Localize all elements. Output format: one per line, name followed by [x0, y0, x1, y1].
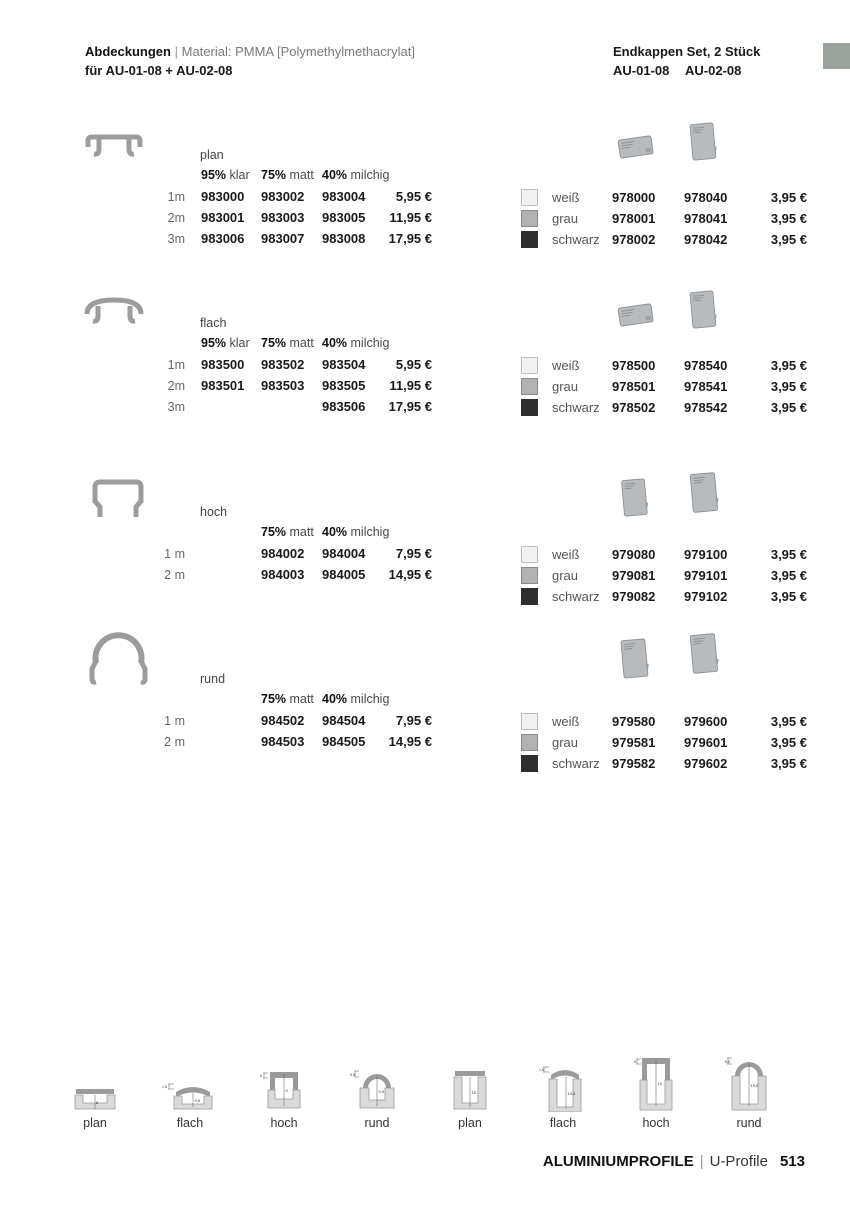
article-number: 979600	[684, 713, 728, 729]
profile-cross-section-icon-flach	[83, 292, 145, 328]
price: 3,95 €	[770, 210, 807, 226]
article-number: 983504	[322, 357, 366, 372]
article-number: 983000	[201, 189, 245, 204]
color-swatch-schwarz	[521, 399, 538, 416]
color-name: schwarz	[552, 399, 600, 415]
dimension-label: 19,5	[750, 1083, 759, 1088]
article-number: 984502	[261, 713, 305, 728]
endcap-row	[521, 588, 807, 604]
price: 3,95 €	[770, 734, 807, 750]
article-number: 984004	[322, 546, 366, 561]
endcap-row	[521, 399, 807, 415]
dimension-label: 1,5	[162, 1085, 167, 1089]
color-name: weiß	[552, 546, 580, 562]
article-number: 978002	[612, 231, 656, 247]
color-name: schwarz	[552, 231, 600, 247]
diagram-flach-au-02-08	[539, 1060, 587, 1112]
article-number: 983003	[261, 210, 305, 225]
length-label: 2 m	[164, 568, 185, 582]
article-number: 984005	[322, 567, 366, 582]
article-number: 984505	[322, 734, 366, 749]
endcap-image-au-01-08	[615, 299, 655, 329]
price: 11,95 €	[389, 378, 432, 393]
dimension-label: 5,5	[350, 1073, 355, 1077]
dimension-label: 9	[285, 1088, 288, 1093]
color-swatch-grau	[521, 210, 538, 227]
column-header-row	[140, 692, 390, 706]
article-number: 978540	[684, 357, 728, 373]
profile-cross-section-icon-plan	[84, 133, 144, 159]
article-number: 979080	[612, 546, 656, 562]
column-header-row	[140, 336, 390, 350]
article-number: 983506	[322, 399, 366, 414]
diagram-label: hoch	[270, 1116, 298, 1130]
endcap-row	[521, 713, 807, 729]
price: 3,95 €	[770, 357, 807, 373]
table-row	[140, 231, 432, 246]
price: 3,95 €	[770, 189, 807, 205]
header-right-title: Endkappen Set, 2 Stück	[613, 44, 761, 59]
article-number: 978541	[684, 378, 728, 394]
article-number: 979602	[684, 755, 728, 771]
article-number: 983008	[322, 231, 366, 246]
length-label: 2m	[167, 379, 185, 393]
color-swatch-weiss	[521, 189, 538, 206]
article-number: 983501	[201, 378, 245, 393]
dimension-label: 1,5	[539, 1068, 544, 1072]
header-left-title: Abdeckungen	[85, 44, 171, 59]
article-number: 983500	[201, 357, 245, 372]
diagram-plan-au-02-08	[450, 1066, 490, 1112]
page-corner-marker	[823, 43, 850, 69]
header-left-subtitle: Material: PMMA [Polymethylmethacrylat]	[181, 44, 415, 59]
endcap-image-au-02-08	[687, 467, 720, 519]
article-number: 978040	[684, 189, 728, 205]
dimension-label: 14,5	[567, 1091, 576, 1096]
price: 3,95 €	[770, 378, 807, 394]
header-right	[613, 42, 760, 80]
page-number: 513	[779, 1153, 805, 1170]
length-label: 1 m	[164, 547, 185, 561]
article-number: 979581	[612, 734, 656, 750]
diagram-label: plan	[83, 1116, 107, 1130]
color-name: grau	[552, 734, 579, 750]
endcap-row	[521, 755, 807, 771]
article-number: 979082	[612, 588, 656, 604]
article-number: 979100	[684, 546, 728, 562]
header-right-columns	[613, 61, 760, 80]
diagram-label: flach	[176, 1116, 204, 1130]
endcap-image-au-01-08	[615, 131, 655, 161]
article-number: 983001	[201, 210, 245, 225]
price: 7,95 €	[395, 546, 432, 561]
endcap-image-au-02-08	[685, 121, 720, 163]
price: 14,95 €	[388, 734, 432, 749]
article-number: 978501	[612, 378, 656, 394]
footer-separator: |	[699, 1153, 704, 1170]
price: 3,95 €	[770, 546, 807, 562]
color-swatch-weiss	[521, 357, 538, 374]
article-number: 984503	[261, 734, 305, 749]
table-row	[140, 567, 432, 582]
col-header: 40% milchig	[322, 168, 390, 182]
table-row	[140, 546, 432, 561]
header-left-line1	[85, 42, 415, 61]
article-number: 979580	[612, 713, 656, 729]
diagram-label: hoch	[642, 1116, 670, 1130]
variant-label: flach	[200, 316, 227, 330]
endcap-row	[521, 378, 807, 394]
diagram-label: rund	[364, 1116, 390, 1130]
dimension-label: 9,5	[194, 1098, 201, 1103]
diagram-rund-au-02-08	[725, 1050, 773, 1112]
table-row	[140, 399, 432, 414]
column-header-row	[140, 525, 390, 539]
endcap-row	[521, 546, 807, 562]
dimension-label: 9,5	[378, 1089, 385, 1094]
article-number: 983503	[261, 378, 305, 393]
price: 3,95 €	[770, 713, 807, 729]
length-label: 1m	[167, 190, 185, 204]
article-number: 979601	[684, 734, 728, 750]
color-swatch-schwarz	[521, 755, 538, 772]
length-label: 2 m	[164, 735, 185, 749]
length-label: 1 m	[164, 714, 185, 728]
table-row	[140, 378, 432, 393]
column-header-row	[140, 168, 390, 182]
article-number: 978000	[612, 189, 656, 205]
article-number: 983006	[201, 231, 245, 246]
price: 17,95 €	[388, 231, 432, 246]
variant-label: hoch	[200, 505, 228, 519]
price: 5,95 €	[395, 357, 432, 372]
color-name: weiß	[552, 713, 580, 729]
col-header: 75% matt	[261, 336, 314, 350]
color-swatch-grau	[521, 734, 538, 751]
endcap-row	[521, 567, 807, 583]
table-row	[140, 713, 432, 728]
endcap-row	[521, 231, 807, 247]
article-number: 979582	[612, 755, 656, 771]
dimension-label: 15	[471, 1090, 476, 1095]
color-swatch-weiss	[521, 713, 538, 730]
dimension-label: 5	[634, 1060, 636, 1064]
article-number: 983004	[322, 189, 366, 204]
page-footer	[543, 1153, 805, 1170]
variant-label: rund	[200, 672, 226, 686]
color-name: grau	[552, 210, 579, 226]
endcap-row	[521, 189, 807, 205]
article-number: 979081	[612, 567, 656, 583]
dimension-label: 5,5	[725, 1060, 730, 1064]
color-name: weiß	[552, 189, 580, 205]
article-number: 978041	[684, 210, 728, 226]
article-number: 978042	[684, 231, 728, 247]
dimension-label: 5	[260, 1074, 262, 1078]
color-name: weiß	[552, 357, 580, 373]
variant-label: plan	[200, 148, 224, 162]
endcap-image-au-02-08	[687, 627, 720, 681]
article-number: 978500	[612, 357, 656, 373]
price: 3,95 €	[770, 567, 807, 583]
color-name: schwarz	[552, 755, 600, 771]
diagram-rund-au-01-08	[350, 1064, 404, 1112]
article-number: 978542	[684, 399, 728, 415]
diagram-label: plan	[458, 1116, 482, 1130]
col-header: 95% klar	[201, 336, 250, 350]
col-header: 40% milchig	[322, 692, 390, 706]
length-label: 2m	[167, 211, 185, 225]
price: 3,95 €	[770, 231, 807, 247]
col-header: 75% matt	[261, 168, 314, 182]
diagram-plan-au-01-08	[71, 1084, 119, 1112]
article-number: 979102	[684, 588, 728, 604]
length-label: 1m	[167, 358, 185, 372]
article-number: 984504	[322, 713, 366, 728]
profile-cross-section-icon-rund	[85, 627, 152, 687]
footer-category: ALUMINIUMPROFILE	[542, 1153, 694, 1170]
header-col-au-02-08: AU-02-08	[685, 63, 742, 78]
col-header: 40% milchig	[322, 336, 390, 350]
col-header: 40% milchig	[322, 525, 390, 539]
price: 3,95 €	[770, 755, 807, 771]
header-col-au-01-08: AU-01-08	[613, 63, 670, 78]
table-row	[140, 357, 432, 372]
profile-cross-section-icon-hoch	[88, 477, 148, 521]
article-number: 978502	[612, 399, 656, 415]
col-header: 95% klar	[201, 168, 250, 182]
price: 5,95 €	[395, 189, 432, 204]
dimension-label: 19	[657, 1081, 662, 1086]
price: 3,95 €	[770, 588, 807, 604]
endcap-image-au-01-08	[617, 477, 651, 519]
col-header: 75% matt	[261, 692, 314, 706]
article-number: 983005	[322, 210, 366, 225]
table-row	[140, 734, 432, 749]
length-label: 3m	[167, 400, 185, 414]
color-swatch-weiss	[521, 546, 538, 563]
dimension-label: 8	[96, 1100, 99, 1105]
price: 14,95 €	[388, 567, 432, 582]
diagram-hoch-au-01-08	[260, 1068, 308, 1112]
table-row	[140, 189, 432, 204]
article-number: 983002	[261, 189, 305, 204]
price: 17,95 €	[388, 399, 432, 414]
color-name: grau	[552, 567, 579, 583]
header-separator: |	[174, 44, 178, 59]
price: 11,95 €	[389, 210, 432, 225]
col-header: 75% matt	[261, 525, 314, 539]
header-left-line2: für AU-01-08 + AU-02-08	[85, 63, 233, 78]
diagram-label: rund	[736, 1116, 762, 1130]
color-swatch-schwarz	[521, 231, 538, 248]
diagram-label: flach	[549, 1116, 577, 1130]
diagram-hoch-au-02-08	[634, 1054, 678, 1112]
price: 3,95 €	[770, 399, 807, 415]
endcap-row	[521, 357, 807, 373]
endcap-image-au-01-08	[617, 637, 651, 681]
color-name: grau	[552, 378, 579, 394]
endcap-row	[521, 210, 807, 226]
article-number: 979101	[684, 567, 728, 583]
endcap-row	[521, 734, 807, 750]
color-swatch-grau	[521, 567, 538, 584]
table-row	[140, 210, 432, 225]
color-swatch-schwarz	[521, 588, 538, 605]
color-name: schwarz	[552, 588, 600, 604]
article-number: 983505	[322, 378, 366, 393]
article-number: 978001	[612, 210, 656, 226]
price: 7,95 €	[395, 713, 432, 728]
color-swatch-grau	[521, 378, 538, 395]
endcap-image-au-02-08	[685, 289, 720, 331]
article-number: 984002	[261, 546, 305, 561]
article-number: 983502	[261, 357, 305, 372]
length-label: 3m	[167, 232, 185, 246]
article-number: 983007	[261, 231, 305, 246]
header-left	[85, 42, 415, 80]
diagram-flach-au-01-08	[162, 1076, 218, 1112]
article-number: 984003	[261, 567, 305, 582]
footer-subcategory: U-Profile	[709, 1153, 768, 1170]
